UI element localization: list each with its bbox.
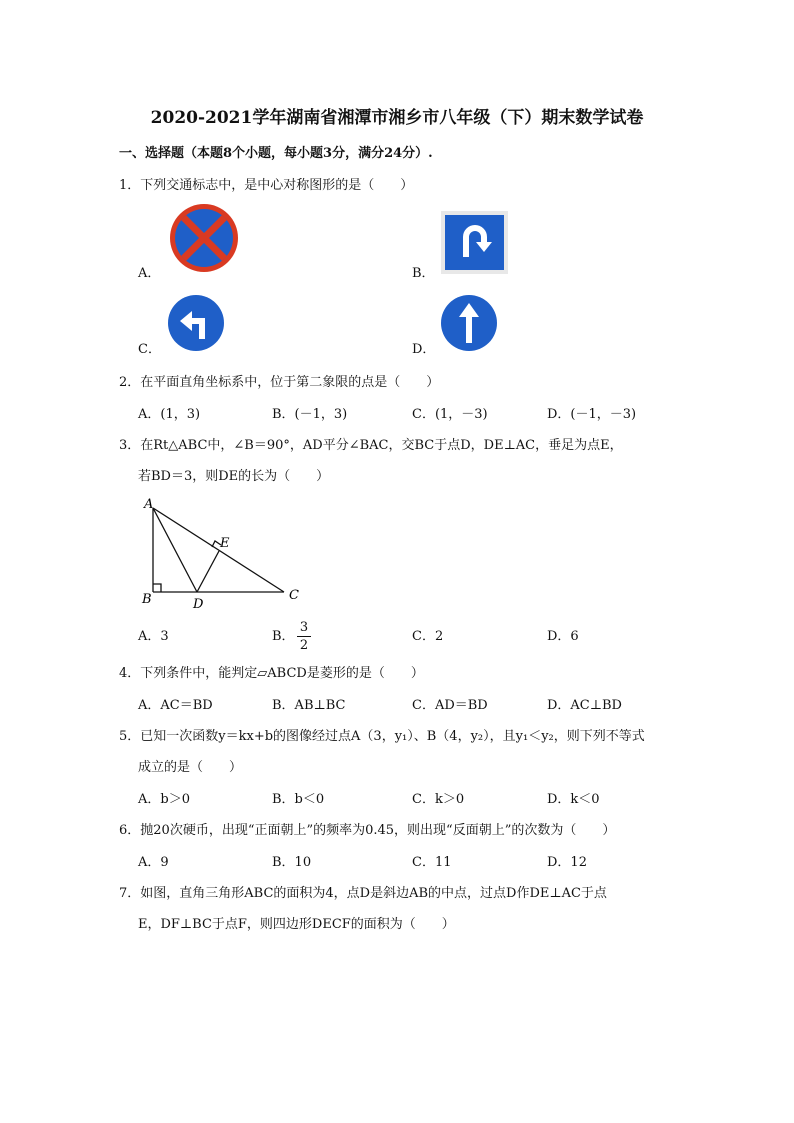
q4-option-b: B．AB⊥BC — [272, 698, 346, 713]
q2-stem: 2．在平面直角坐标系中，位于第二象限的点是（ ） — [119, 375, 440, 390]
q3-option-c: C．2 — [412, 629, 444, 644]
q7-stem-line2: E，DF⊥BC于点F，则四边形DECF的面积为（ ） — [138, 917, 455, 932]
q6-option-a: A．9 — [138, 855, 169, 870]
go-straight-sign-icon — [441, 295, 497, 351]
q4-stem: 4．下列条件中，能判定▱ABCD是菱形的是（ ） — [119, 666, 424, 681]
q1-option-a: A． — [138, 266, 161, 281]
fraction-denominator: 2 — [299, 638, 309, 653]
q6-stem: 6．抛20次硬币，出现“正面朝上”的频率为0.45，则出现“反面朝上”的次数为（ ） — [119, 823, 616, 838]
q2-option-c: C．(1，－3) — [412, 407, 488, 422]
q1-option-c: C． — [138, 342, 161, 357]
q3-option-b: B． — [272, 629, 295, 644]
q2-option-a: A．(1，3) — [138, 407, 201, 422]
q3-label-e: E — [220, 536, 230, 551]
turn-left-sign-icon — [168, 295, 224, 351]
q3-label-a: A — [144, 497, 154, 512]
section-heading: 一、选择题（本题8个小题，每小题3分，满分24分）. — [119, 146, 433, 161]
fraction-numerator: 3 — [299, 620, 309, 635]
q5-option-d: D．k＜0 — [547, 792, 600, 807]
q3-stem-line1: 3．在Rt△ABC中，∠B＝90°，AD平分∠BAC，交BC于点D，DE⊥AC，垂足为点E， — [119, 438, 623, 453]
q5-option-c: C．k＞0 — [412, 792, 465, 807]
q6-option-b: B．10 — [272, 855, 312, 870]
q1-option-d: D． — [412, 342, 436, 357]
q3-label-c: C — [289, 588, 299, 603]
q5-option-b: B．b＜0 — [272, 792, 325, 807]
q7-stem-line1: 7．如图，直角三角形ABC的面积为4，点D是斜边AB的中点，过点D作DE⊥AC于点 — [119, 886, 607, 901]
fraction-bar — [297, 636, 311, 637]
q3-triangle-figure — [138, 496, 308, 614]
q3-label-b: B — [142, 592, 152, 607]
q3-label-d: D — [193, 597, 204, 612]
q3-option-d: D．6 — [547, 629, 579, 644]
q2-option-b: B．(－1，3) — [272, 407, 348, 422]
page-title: 2020-2021学年湖南省湘潭市湘乡市八年级（下）期末数学试卷 — [150, 108, 644, 128]
q5-stem-line1: 5．已知一次函数y＝kx+b的图像经过点A（3，y₁）、B（4，y₂），且y₁＜y₂，则下列不等式 — [119, 729, 645, 744]
q5-option-a: A．b＞0 — [138, 792, 190, 807]
q3-option-a: A．3 — [138, 629, 169, 644]
q1-stem: 1．下列交通标志中，是中心对称图形的是（ ） — [119, 178, 414, 193]
q3-stem-line2: 若BD＝3，则DE的长为（ ） — [138, 469, 330, 484]
q6-option-c: C．11 — [412, 855, 452, 870]
q5-stem-line2: 成立的是（ ） — [138, 760, 243, 775]
q3-option-b-fraction — [297, 620, 311, 653]
q4-option-d: D．AC⊥BD — [547, 698, 622, 713]
q1-option-b: B． — [412, 266, 435, 281]
q2-option-d: D．(－1，－3) — [547, 407, 637, 422]
q6-option-d: D．12 — [547, 855, 587, 870]
no-parking-sign-icon — [166, 204, 242, 272]
q4-option-c: C．AD＝BD — [412, 698, 488, 713]
q4-option-a: A．AC＝BD — [138, 698, 213, 713]
u-turn-sign-icon — [441, 211, 508, 274]
